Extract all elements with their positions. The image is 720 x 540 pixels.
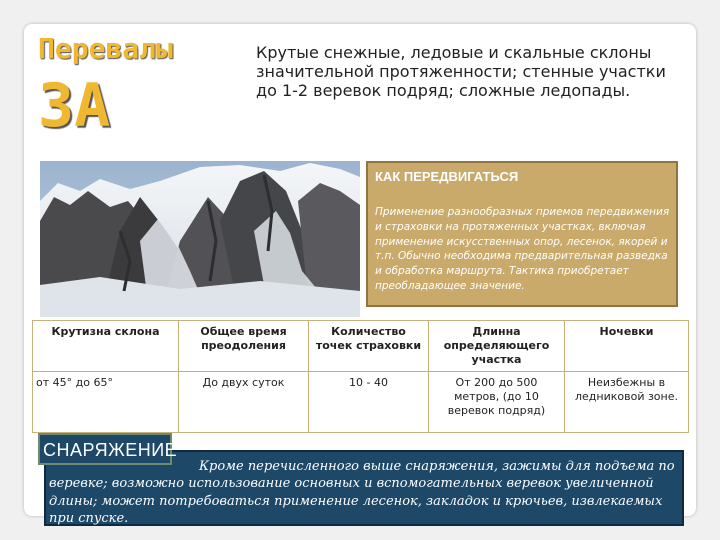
- mountain-photo: [40, 161, 360, 317]
- cell-bivouacs: Неизбежны в ледниковой зоне.: [565, 372, 689, 433]
- cell-steepness: от 45° до 65°: [33, 372, 179, 433]
- header-bivouacs: Ночевки: [565, 321, 689, 372]
- equipment-label: СНАРЯЖЕНИЕ: [43, 440, 178, 460]
- how-to-move-box: [366, 161, 678, 307]
- header-belay-points: Количество точек страховки: [309, 321, 429, 372]
- how-to-move-text: Применение разнообразных приемов передвижения и страховки на протяженных участках, включая применение искусственных опор, лесенок, якорей и т.п. Обычно необходима предварительная разведка и обработка маршрута. Тактика приобретает преобладающее значение.: [375, 206, 670, 292]
- category-label: 3А: [38, 71, 111, 141]
- header-steepness: Крутизна склона: [33, 321, 179, 372]
- equipment-label-box: [38, 433, 178, 465]
- how-to-move-heading: КАК ПЕРЕДВИГАТЬСЯ: [375, 169, 519, 184]
- description-text: Крутые снежные, ледовые и скальные склоны значительной протяженности; стенные участки до 1-2 веревок подряд; сложные ледопады.: [256, 43, 666, 100]
- table-header-row: [33, 321, 689, 372]
- cell-total-time: До двух суток: [179, 372, 309, 433]
- equipment-text: Кроме перечисленного выше снаряжения, зажимы для подъема по веревке; возможно использование основных и вспомогательных веревок увеличенной длины; может потребоваться применение лесенок, закладок и крючьев, извлекаемых при спуске.: [49, 459, 675, 527]
- cell-belay-points: 10 - 40: [309, 372, 429, 433]
- header-total-time: Общее время преодоления: [179, 321, 309, 372]
- header-key-section-length: Длинна определяющего участка: [429, 321, 565, 372]
- cell-key-section-length: От 200 до 500 метров, (до 10 веревок подряд): [429, 372, 565, 433]
- characteristics-table: [32, 320, 689, 433]
- table-row: [33, 372, 689, 433]
- slide-title: Перевалы: [38, 32, 173, 65]
